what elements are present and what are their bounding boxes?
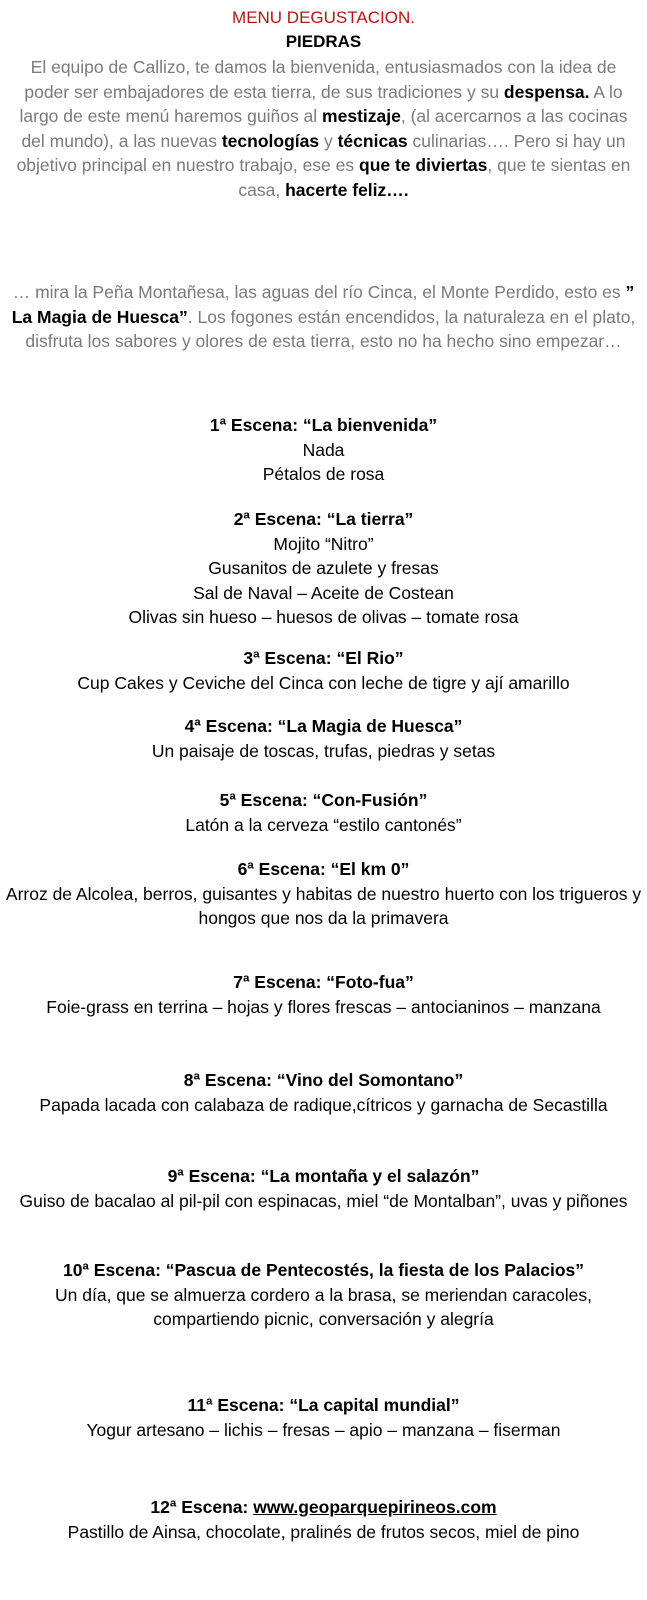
intro-emphasis: despensa. xyxy=(503,81,590,102)
intro-text: A lo largo de este menú haremos guiños al xyxy=(19,81,623,126)
intro-text: … mira la Peña Montañesa, las aguas del río Cinca, el Monte Perdido, esto es xyxy=(12,282,626,302)
scene-title: 5ª Escena: “Con-Fusión” xyxy=(219,790,428,810)
scene-dish: Un paisaje de toscas, trufas, piedras y setas xyxy=(151,740,496,761)
scene-block xyxy=(4,413,643,487)
scene-block xyxy=(4,1258,643,1332)
scene-dish: Pastillo de Ainsa, chocolate, pralinés de frutos secos, miel de pino xyxy=(67,1521,580,1542)
scene-dish: Guiso de bacalao al pil-pil con espinacas, miel “de Montalban”, uvas y piñones xyxy=(19,1190,628,1211)
scene-block xyxy=(4,646,643,695)
scene-block xyxy=(4,788,643,837)
intro-emphasis: técnicas xyxy=(337,130,408,151)
scene-dish: Arroz de Alcolea, berros, guisantes y habitas de nuestro huerto con los trigueros y hongos que nos da la primavera xyxy=(5,883,642,928)
scene-title: 8ª Escena: “Vino del Somontano” xyxy=(183,1070,464,1090)
scene-dish: Gusanitos de azulete y fresas xyxy=(208,558,439,578)
scene-title: 1ª Escena: “La bienvenida” xyxy=(209,415,438,435)
intro-emphasis: mestizaje xyxy=(322,106,401,126)
scene-dish: Olivas sin hueso – huesos de olivas – tomate rosa xyxy=(128,607,519,627)
scene-block xyxy=(4,970,643,1019)
scene-title: 2ª Escena: “La tierra” xyxy=(233,509,414,529)
intro-text: El equipo de Callizo, te damos la bienvenida, entusiasmados con la idea de poder ser embajadores de esta tierra, de sus tradiciones y su xyxy=(24,57,617,102)
scene-block xyxy=(4,1068,643,1117)
scene-block xyxy=(4,857,643,931)
scene-title: 9ª Escena: “La montaña y el salazón” xyxy=(167,1166,480,1186)
scene-block xyxy=(4,507,643,630)
scene-title: 4ª Escena: “La Magia de Huesca” xyxy=(184,716,463,736)
scene-dish: Latón a la cerveza “estilo cantonés” xyxy=(185,814,462,835)
scene-title: 11ª Escena: “La capital mundial” xyxy=(187,1395,460,1415)
scene-block xyxy=(4,1164,643,1213)
geoparque-link[interactable]: www.geoparquepirineos.com xyxy=(253,1497,497,1517)
scene-dish: Pétalos de rosa xyxy=(262,464,385,484)
scene-dish: Papada lacada con calabaza de radique,cítricos y garnacha de Secastilla xyxy=(39,1094,608,1115)
scene-block xyxy=(4,1393,643,1442)
intro-paragraph-welcome xyxy=(10,55,637,202)
scene-block xyxy=(4,714,643,763)
scene-dish: Nada xyxy=(302,439,345,460)
intro-emphasis: que te diviertas xyxy=(359,155,488,175)
scene-title: 10ª Escena: “Pascua de Pentecostés, la fiesta de los Palacios” xyxy=(62,1260,585,1280)
scene-dish: Mojito “Nitro” xyxy=(273,533,374,554)
menu-subtitle: PIEDRAS xyxy=(285,32,362,51)
menu-title: MENU DEGUSTACION. xyxy=(232,8,415,27)
scene-dish: Foie-grass en terrina – hojas y flores frescas – antocianinos – manzana xyxy=(46,996,601,1017)
intro-text: , que te sientas en casa, xyxy=(238,155,631,200)
intro-text: . Los fogones están encendidos, la naturaleza en el plato, disfruta los sabores y olores de esta tierra, esto no ha hecho sino empezar… xyxy=(25,306,636,351)
scene-dish: Un día, que se almuerza cordero a la brasa, se meriendan caracoles, compartiendo picnic, conversación y alegría xyxy=(55,1284,592,1329)
scene-block xyxy=(4,1495,643,1544)
scene-title: 12ª Escena: www.geoparquepirineos.com xyxy=(150,1497,497,1517)
intro-emphasis: tecnologías xyxy=(221,130,320,151)
intro-text: culinarias…. Pero si hay un objetivo principal en nuestro trabajo, ese es xyxy=(16,130,626,175)
scene-title: 3ª Escena: “El Rio” xyxy=(243,648,404,668)
intro-paragraph-huesca xyxy=(10,280,637,354)
scene-dish: Cup Cakes y Ceviche del Cinca con leche de tigre y ají amarillo xyxy=(77,672,570,693)
intro-emphasis: ” La Magia de Huesca” xyxy=(11,282,635,327)
intro-text: y xyxy=(319,130,338,151)
scene-dish: Yogur artesano – lichis – fresas – apio – manzana – fiserman xyxy=(86,1419,561,1440)
intro-text: , (al acercarnos a las cocinas del mundo), a las nuevas xyxy=(21,106,628,151)
scene-title: 7ª Escena: “Foto-fua” xyxy=(233,972,414,992)
scene-title: 6ª Escena: “El km 0” xyxy=(237,859,410,879)
scene-dish: Sal de Naval – Aceite de Costean xyxy=(193,582,454,603)
intro-emphasis: hacerte feliz…. xyxy=(285,179,409,200)
